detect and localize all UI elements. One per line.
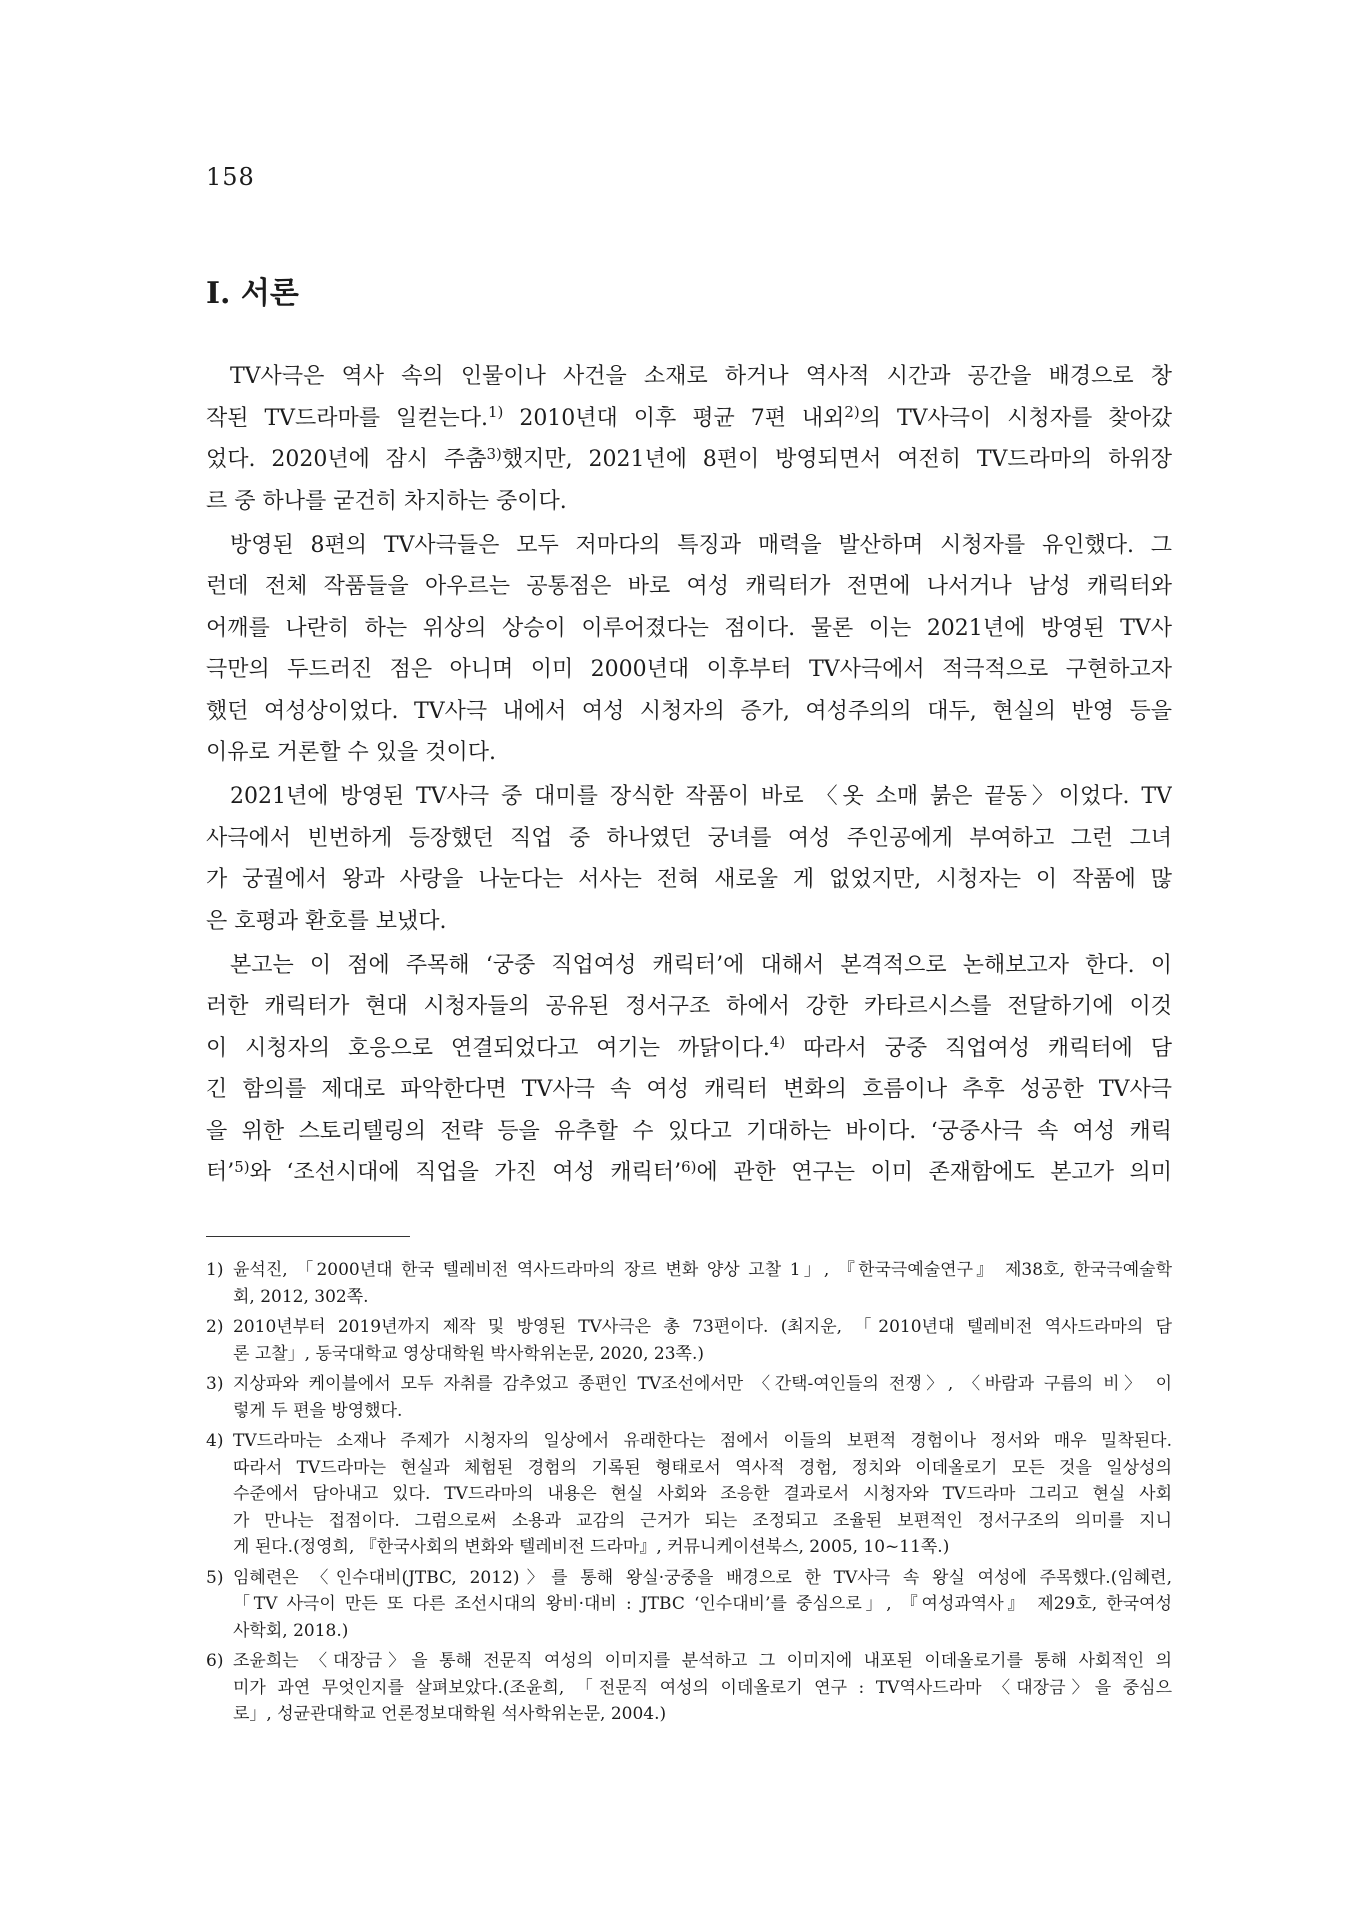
text-run: 의 TV사극이 시청자를 찾아갔 [859,405,1172,431]
footnote-text: 수준에서 담아내고 있다. TV드라마의 내용은 현실 사회와 조응한 결과로서 시청자와 TV드라마 그리고 현실 사회 [233,1484,1172,1504]
footnote [206,1314,1172,1367]
footnote-marker: 5) [206,1567,224,1588]
footnote-text: 게 된다.(정영희, 『한국사회의 변화와 텔레비전 드라마』, 커뮤니케이션북스, 2005, 10~11쪽.) [233,1537,950,1557]
footnote-text: 2010년부터 2019년까지 제작 및 방영된 TV사극은 총 73편이다. (최지운, 「2010년대 텔레비전 역사드라마의 담 [233,1317,1172,1337]
footnote-marker: 6) [206,1651,224,1671]
text-run: 이 시청자의 호응으로 연결되었다고 여기는 까닭이다. [206,1035,770,1061]
body-line [206,608,1172,650]
body-line [206,481,1172,523]
body-line [206,818,1172,860]
footnote [206,1565,1172,1645]
footnote-reference: 1) [488,403,504,422]
body-line [206,1069,1172,1111]
text-run: 했던 여성상이었다. TV사극 내에서 여성 시청자의 증가, 여성주의의 대두, 현실의 반영 등을 [206,698,1172,724]
text-run: 르 중 하나를 굳건히 차지하는 중이다. [206,488,567,514]
body-line [206,732,1172,774]
body-line [206,691,1172,733]
page-number: 158 [206,163,255,191]
body-text [206,356,1172,1194]
footnote-line [206,1341,1172,1368]
footnote-line [206,1455,1172,1482]
footnote-line [206,1565,1172,1592]
footnote-text: 윤석진, 「2000년대 한국 텔레비전 역사드라마의 장르 변화 양상 고찰 1」, 『한국극예술연구』 제38호, 한국극예술학 [233,1260,1172,1280]
footnote-text: 회, 2012, 302쪽. [233,1286,369,1307]
footnote-reference: 4) [769,1033,786,1052]
footnote-line [206,1284,1172,1311]
footnote-text: 조윤희는 〈대장금〉을 통해 전문직 여성의 이미지를 분석하고 그 이미지에 내포된 이데올로기를 통해 사회적인 의 [233,1651,1172,1671]
footnote-text: 따라서 TV드라마는 현실과 체험된 경험의 기록된 형태로서 역사적 경험, 정치와 이데올로기 모든 것을 일상성의 [233,1457,1172,1478]
text-run: 본고는 이 점에 주목해 ‘궁중 직업여성 캐릭터’에 대해서 본격적으로 논해보고자 한다. 이 [230,952,1172,978]
body-line [206,1152,1172,1194]
footnote-reference: 5) [234,1157,250,1176]
text-run: 어깨를 나란히 하는 위상의 상승이 이루어졌다는 점이다. 물론 이는 2021년에 방영된 TV사 [206,615,1172,641]
body-paragraph [206,525,1172,774]
body-paragraph [206,776,1172,942]
text-run: 가 궁궐에서 왕과 사랑을 나눈다는 서사는 전혀 새로울 게 없었지만, 시청자는 이 작품에 많 [206,867,1172,892]
footnote-text: 지상파와 케이블에서 모두 자취를 감추었고 종편인 TV조선에서만 〈간택-여인들의 전쟁〉, 〈바람과 구름의 비〉 이 [233,1374,1172,1394]
text-run: 2010년대 이후 평균 7편 내외 [503,405,845,431]
text-run: 따라서 궁중 직업여성 캐릭터에 담 [785,1035,1172,1061]
footnote [206,1648,1172,1728]
text-run: 에 관한 연구는 이미 존재함에도 본고가 의미 [696,1160,1172,1185]
text-run: 2021년에 방영된 TV사극 중 대미를 장식한 작품이 바로 〈옷 소매 붉은 끝동〉이었다. TV [230,784,1172,809]
text-run: 와 ‘조선시대에 직업을 가진 여성 캐릭터’ [249,1160,682,1185]
body-line [206,1028,1172,1070]
footnote-marker: 2) [206,1317,224,1337]
body-line [206,776,1172,818]
footnote-line [206,1314,1172,1341]
footnote-text: 론 고찰」, 동국대학교 영상대학원 박사학위논문, 2020, 23쪽.) [233,1343,705,1364]
footnote-marker: 3) [206,1374,224,1394]
body-line [206,901,1172,943]
body-line [206,566,1172,608]
text-run: 터’ [206,1160,235,1185]
footnote-separator [206,1236,410,1237]
text-run: 했지만, 2021년에 8편이 방영되면서 여전히 TV드라마의 하위장 [501,447,1172,472]
footnote-line [206,1675,1172,1702]
footnote [206,1371,1172,1424]
footnote-marker: 1) [206,1260,224,1280]
body-line [206,356,1172,398]
footnote-text: 미가 과연 무엇인지를 살펴보았다.(조윤희, 「전문직 여성의 이데올로기 연구 : TV역사드라마 〈대장금〉을 중심으 [233,1677,1172,1698]
footnote-text: TV드라마는 소재나 주제가 시청자의 일상에서 유래한다는 점에서 이들의 보편적 경험이나 정서와 매우 밀착된다. [233,1431,1172,1451]
footnote-line [206,1257,1172,1284]
footnote-marker: 4) [206,1431,224,1451]
footnote-reference: 3) [486,444,502,463]
text-run: 이유로 거론할 수 있을 것이다. [206,740,496,765]
body-paragraph [206,945,1172,1194]
footnote-text: 「TV 사극이 만든 또 다른 조선시대의 왕비·대비 : JTBC ‘인수대비’를 중심으로」, 『여성과역사』 제29호, 한국여성 [233,1594,1172,1614]
footnote-line [206,1508,1172,1535]
body-line [206,649,1172,691]
body-line [206,439,1172,481]
footnote-text: 사학회, 2018.) [233,1620,349,1641]
footnote [206,1428,1172,1561]
footnote-text: 임혜련은 〈인수대비(JTBC, 2012)〉를 통해 왕실·궁중을 배경으로 한 TV사극 속 왕실 여성에 주목했다.(임혜련, [233,1567,1172,1588]
footnote-line [206,1371,1172,1398]
footnote-line [206,1618,1172,1645]
footnote-reference: 2) [844,403,860,422]
footnote-line [206,1701,1172,1728]
text-run: 작된 TV드라마를 일컫는다. [206,405,488,431]
footnote-text: 가 만나는 접점이다. 그럼으로써 소용과 교감의 근거가 되는 조정되고 조율된 보편적인 정서구조의 의미를 지니 [233,1510,1172,1531]
text-run: TV사극은 역사 속의 인물이나 사건을 소재로 하거나 역사적 시간과 공간을 배경으로 창 [230,364,1172,389]
footnote-reference: 6) [681,1157,697,1176]
footnote-line [206,1481,1172,1508]
footnote-line [206,1428,1172,1455]
footnotes [206,1257,1172,1728]
body-line [206,986,1172,1028]
footnote [206,1257,1172,1310]
text-run: 극만의 두드러진 점은 아니며 이미 2000년대 이후부터 TV사극에서 적극적으로 구현하고자 [206,657,1172,682]
body-line [206,945,1172,987]
text-run: 러한 캐릭터가 현대 시청자들의 공유된 정서구조 하에서 강한 카타르시스를 전달하기에 이것 [206,994,1172,1019]
footnote-text: 로」, 성균관대학교 언론정보대학원 석사학위논문, 2004.) [233,1704,667,1724]
body-line [206,859,1172,901]
footnote-line [206,1398,1172,1425]
body-line [206,398,1172,440]
text-run: 런데 전체 작품들을 아우르는 공통점은 바로 여성 캐릭터가 전면에 나서거나 남성 캐릭터와 [206,574,1172,599]
footnote-line [206,1534,1172,1561]
footnote-line [206,1648,1172,1675]
text-run: 긴 함의를 제대로 파악한다면 TV사극 속 여성 캐릭터 변화의 흐름이나 추후 성공한 TV사극 [206,1077,1172,1102]
text-run: 었다. 2020년에 잠시 주춤 [206,447,487,472]
footnote-line [206,1591,1172,1618]
body-line [206,525,1172,567]
text-run: 은 호평과 환호를 보냈다. [206,908,447,934]
footnote-text: 렇게 두 편을 방영했다. [233,1400,403,1421]
text-run: 을 위한 스토리텔링의 전략 등을 유추할 수 있다고 기대하는 바이다. ‘궁중사극 속 여성 캐릭 [206,1118,1172,1144]
text-run: 사극에서 빈번하게 등장했던 직업 중 하나였던 궁녀를 여성 주인공에게 부여하고 그런 그녀 [206,825,1172,851]
body-paragraph [206,356,1172,522]
section-heading: Ⅰ. 서론 [206,276,299,311]
body-line [206,1111,1172,1153]
text-run: 방영된 8편의 TV사극들은 모두 저마다의 특징과 매력을 발산하며 시청자를 유인했다. 그 [230,532,1172,558]
